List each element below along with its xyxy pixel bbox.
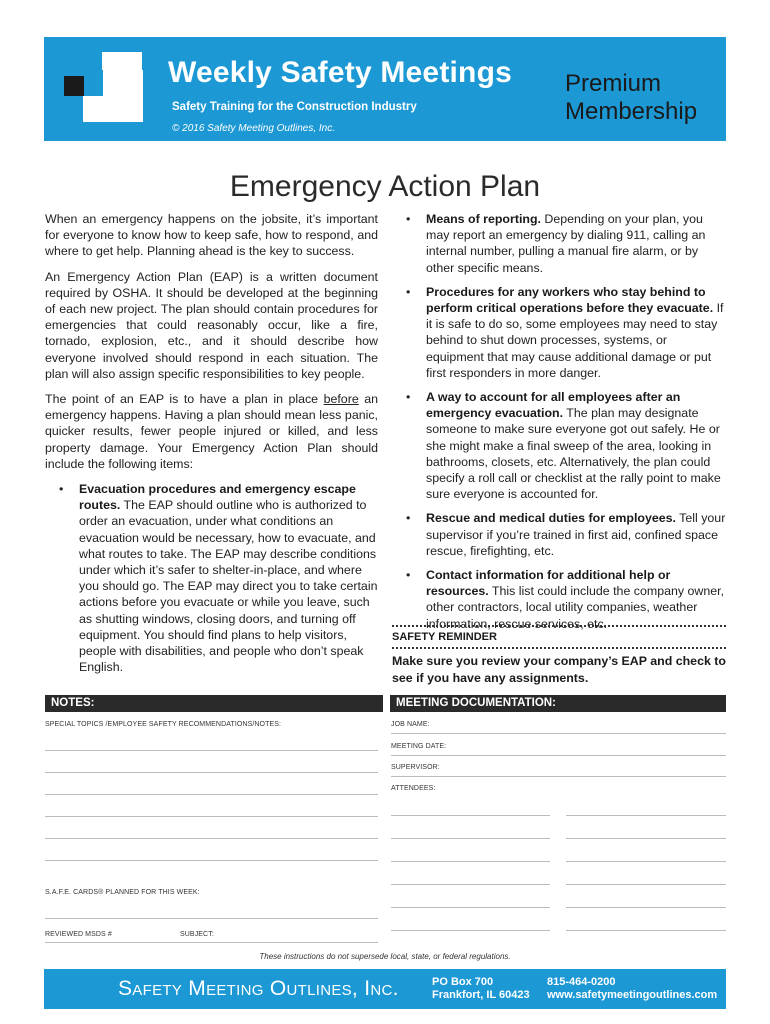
item-lead: Rescue and medical duties for employees. bbox=[426, 511, 676, 526]
footer-note: These instructions do not supersede local, state, or federal regulations. bbox=[259, 952, 511, 961]
premium-line: Premium bbox=[565, 70, 662, 97]
footer-address bbox=[432, 976, 530, 1002]
notes-label: SPECIAL TOPICS /EMPLOYEE SAFETY RECOMMENDATIONS/NOTES: bbox=[45, 721, 282, 728]
attendees-label: ATTENDEES: bbox=[391, 785, 436, 792]
supervisor-field[interactable] bbox=[391, 776, 726, 777]
item-lead: A way to account for all employees after an emergency evacuation. bbox=[426, 390, 681, 421]
footer-brand: Safety Meeting Outlines, Inc. bbox=[118, 977, 399, 1000]
underlined-word: before bbox=[323, 392, 359, 407]
intro-paragraph: When an emergency happens on the jobsite, it’s important for everyone to know how to keep safe, how to respond, and where to get help. Planning ahead is the key to success. bbox=[45, 212, 378, 259]
footer-contact bbox=[547, 976, 717, 1002]
attendee-line[interactable] bbox=[566, 907, 726, 908]
attendee-line[interactable] bbox=[566, 838, 726, 839]
list-item bbox=[392, 510, 727, 559]
item-text: This list could include the company owner, other contractors, local utility companies, weather information, rescue services, etc. bbox=[426, 584, 725, 631]
meeting-bar: MEETING DOCUMENTATION: bbox=[390, 695, 726, 712]
list-item bbox=[392, 211, 727, 276]
attendee-line[interactable] bbox=[391, 930, 550, 931]
job-name-field[interactable] bbox=[391, 733, 726, 734]
note-line[interactable] bbox=[45, 918, 378, 919]
bullet-icon: • bbox=[406, 390, 411, 405]
notes-bar: NOTES: bbox=[45, 695, 383, 712]
attendee-line[interactable] bbox=[566, 815, 726, 816]
meeting-date-label: MEETING DATE: bbox=[391, 743, 447, 750]
bullet-icon: • bbox=[406, 212, 411, 226]
note-line[interactable] bbox=[45, 838, 378, 839]
item-lead: Means of reporting. bbox=[426, 212, 541, 226]
address-line: PO Box 700 bbox=[432, 976, 494, 988]
note-line[interactable] bbox=[45, 860, 378, 861]
attendee-line[interactable] bbox=[566, 861, 726, 862]
note-line[interactable] bbox=[45, 794, 378, 795]
item-text: If it is safe to do so, some employees may need to stay behind to shut down processes, systems, or equipment that may cause additional damage or put first responders in more danger. bbox=[426, 301, 724, 380]
text: an emergency happens. Having a plan should mean less panic, quicker results, fewer people injured or killed, and less property damage. Your Emergency Action Plan should include the following items: bbox=[45, 392, 378, 471]
point-paragraph bbox=[45, 391, 378, 472]
item-lead: Evacuation procedures and emergency escape routes. bbox=[79, 482, 356, 513]
note-line[interactable] bbox=[45, 942, 378, 943]
list-item bbox=[392, 567, 727, 632]
msds-label: REVIEWED MSDS # bbox=[45, 931, 112, 938]
logo-block bbox=[83, 70, 103, 96]
bullet-icon: • bbox=[406, 568, 411, 583]
list-item bbox=[45, 481, 378, 675]
item-lead: Procedures for any workers who stay behind to perform critical operations before they evacuate. bbox=[426, 284, 714, 316]
supervisor-label: SUPERVISOR: bbox=[391, 764, 440, 771]
item-text: The plan may designate someone to make sure everyone got out safely. He or she might make a final sweep of the area, looking in bathrooms, closets, etc. Alternatively, the plan could specify a roll call or checklist at the rally point to make sure everyone is accounted for. bbox=[426, 406, 721, 502]
bullet-icon: • bbox=[59, 482, 64, 497]
attendee-line[interactable] bbox=[391, 815, 550, 816]
page-title: Emergency Action Plan bbox=[229, 170, 541, 203]
address-line: Frankfort, IL 60423 bbox=[432, 989, 530, 1001]
website-link[interactable]: www.safetymeetingoutlines.com bbox=[547, 989, 718, 1001]
item-text: Tell your supervisor if you’re trained in first aid, confined space rescue, firefighting, etc. bbox=[426, 511, 726, 558]
logo-block bbox=[64, 76, 84, 96]
left-column bbox=[45, 211, 378, 685]
subject-label: SUBJECT: bbox=[180, 931, 214, 938]
attendee-line[interactable] bbox=[391, 907, 550, 908]
eap-paragraph: An Emergency Action Plan (EAP) is a written document required by OSHA. It should be developed at the beginning of each new project. The plan should contain procedures for emergencies that could reasonably occur, like a fire, tornado, explosion, etc., and it should describe how everyone involved should respond in each situation. The plan will also assign specific responsibilities to key people. bbox=[45, 269, 378, 381]
copyright: © 2016 Safety Meeting Outlines, Inc. bbox=[172, 123, 336, 134]
attendee-line[interactable] bbox=[566, 884, 726, 885]
item-text: Depending on your plan, you may report an emergency by dialing 911, calling an internal number, pulling a manual fire alarm, or by other specific means. bbox=[426, 212, 706, 275]
list-item bbox=[392, 389, 727, 502]
note-line[interactable] bbox=[45, 816, 378, 817]
item-lead: Contact information for additional help or resources. bbox=[426, 568, 671, 599]
item-text: The EAP should outline who is authorized to order an evacuation, under what conditions an evacuation would be necessary, how to evacuate, and what routes to take. The EAP may describe conditions under which it’s safer to shelter-in-place, and where you should go. The EAP may direct you to take certain actions before you evacuate or while you leave, such as shutting windows, closing doors, and turning off equipment. You should find plans to help visitors, people with disabilities, and people who don’t speak English. bbox=[79, 498, 378, 675]
banner-title: Weekly Safety Meetings bbox=[168, 56, 512, 89]
bullet-list bbox=[45, 481, 378, 675]
attendee-line[interactable] bbox=[391, 884, 550, 885]
premium-line: Membership bbox=[565, 98, 698, 125]
note-line[interactable] bbox=[45, 772, 378, 773]
phone: 815-464-0200 bbox=[547, 976, 616, 988]
job-name-label: JOB NAME: bbox=[391, 721, 430, 728]
banner-subtitle: Safety Training for the Construction Industry bbox=[172, 101, 417, 113]
reminder-text: Make sure you review your company’s EAP and check to see if you have any assignments. bbox=[392, 654, 726, 685]
bullet-list bbox=[392, 211, 727, 632]
text: The point of an EAP is to have a plan in place bbox=[45, 392, 324, 407]
note-line[interactable] bbox=[45, 750, 378, 751]
safe-cards-label: S.A.F.E. CARDS® PLANNED FOR THIS WEEK: bbox=[45, 889, 200, 896]
attendee-line[interactable] bbox=[391, 861, 550, 862]
divider bbox=[392, 647, 726, 649]
attendee-line[interactable] bbox=[391, 838, 550, 839]
attendee-line[interactable] bbox=[566, 930, 726, 931]
reminder-title: SAFETY REMINDER bbox=[392, 631, 497, 643]
bullet-icon: • bbox=[406, 511, 411, 526]
list-item bbox=[392, 284, 727, 381]
bullet-icon: • bbox=[406, 284, 411, 299]
divider bbox=[392, 625, 726, 627]
meeting-date-field[interactable] bbox=[391, 755, 726, 756]
right-column bbox=[392, 211, 727, 636]
premium-membership bbox=[565, 70, 715, 126]
